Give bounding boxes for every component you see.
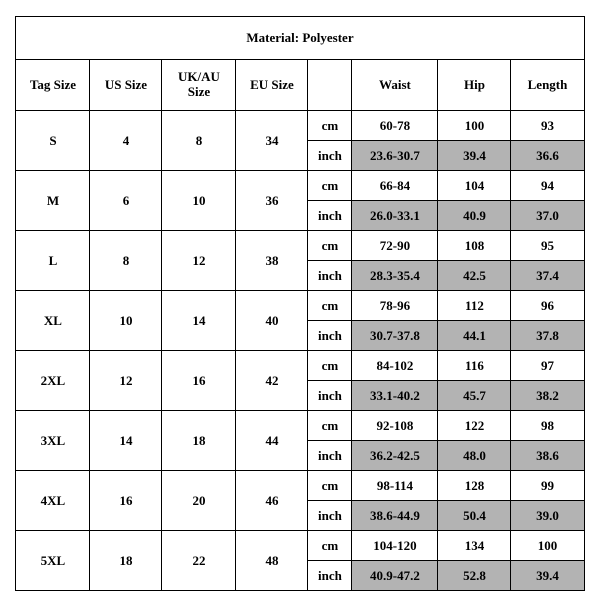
cell-waist-cm: 66-84 — [352, 171, 438, 201]
cell-length-cm: 100 — [511, 531, 584, 561]
cell-hip-cm: 128 — [438, 471, 511, 501]
cell-waist-cm: 92-108 — [352, 411, 438, 441]
cell-unit-inch: inch — [308, 321, 352, 351]
cell-eu-size: 34 — [236, 111, 308, 171]
cell-length-inch: 36.6 — [511, 141, 584, 171]
cell-hip-cm: 122 — [438, 411, 511, 441]
cell-waist-inch: 26.0-33.1 — [352, 201, 438, 231]
cell-hip-inch: 40.9 — [438, 201, 511, 231]
size-chart-table — [15, 16, 584, 591]
cell-hip-cm: 100 — [438, 111, 511, 141]
cell-unit-cm: cm — [308, 111, 352, 141]
header-uk-au-size — [162, 60, 236, 111]
cell-uk-au-size: 20 — [162, 471, 236, 531]
cell-waist-cm: 60-78 — [352, 111, 438, 141]
cell-unit-inch: inch — [308, 141, 352, 171]
table-row — [16, 111, 584, 141]
cell-unit-cm: cm — [308, 531, 352, 561]
cell-unit-inch: inch — [308, 561, 352, 591]
header-row — [16, 60, 584, 111]
header-length: Length — [511, 60, 584, 111]
cell-waist-inch: 36.2-42.5 — [352, 441, 438, 471]
cell-unit-cm: cm — [308, 471, 352, 501]
cell-length-cm: 93 — [511, 111, 584, 141]
cell-hip-inch: 45.7 — [438, 381, 511, 411]
cell-hip-inch: 48.0 — [438, 441, 511, 471]
header-hip: Hip — [438, 60, 511, 111]
table-row — [16, 231, 584, 261]
cell-us-size: 6 — [90, 171, 162, 231]
cell-length-cm: 95 — [511, 231, 584, 261]
cell-tag-size: 4XL — [16, 471, 90, 531]
table-row — [16, 531, 584, 561]
cell-length-cm: 94 — [511, 171, 584, 201]
cell-hip-cm: 112 — [438, 291, 511, 321]
table-row — [16, 411, 584, 441]
cell-tag-size: 2XL — [16, 351, 90, 411]
cell-waist-inch: 23.6-30.7 — [352, 141, 438, 171]
cell-length-cm: 96 — [511, 291, 584, 321]
cell-length-inch: 38.2 — [511, 381, 584, 411]
cell-uk-au-size: 18 — [162, 411, 236, 471]
cell-length-inch: 37.4 — [511, 261, 584, 291]
cell-us-size: 10 — [90, 291, 162, 351]
cell-eu-size: 40 — [236, 291, 308, 351]
cell-length-cm: 99 — [511, 471, 584, 501]
size-chart-sheet — [0, 16, 600, 616]
cell-uk-au-size: 22 — [162, 531, 236, 591]
cell-uk-au-size: 8 — [162, 111, 236, 171]
cell-unit-inch: inch — [308, 501, 352, 531]
cell-waist-cm: 78-96 — [352, 291, 438, 321]
header-unit — [308, 60, 352, 111]
cell-length-inch: 38.6 — [511, 441, 584, 471]
table-row — [16, 171, 584, 201]
cell-uk-au-size: 14 — [162, 291, 236, 351]
cell-eu-size: 44 — [236, 411, 308, 471]
cell-us-size: 16 — [90, 471, 162, 531]
cell-unit-cm: cm — [308, 291, 352, 321]
cell-uk-au-size: 10 — [162, 171, 236, 231]
cell-unit-cm: cm — [308, 231, 352, 261]
cell-hip-inch: 42.5 — [438, 261, 511, 291]
cell-waist-cm: 72-90 — [352, 231, 438, 261]
cell-hip-cm: 116 — [438, 351, 511, 381]
cell-tag-size: S — [16, 111, 90, 171]
cell-eu-size: 46 — [236, 471, 308, 531]
cell-waist-inch: 28.3-35.4 — [352, 261, 438, 291]
cell-hip-inch: 52.8 — [438, 561, 511, 591]
cell-waist-inch: 33.1-40.2 — [352, 381, 438, 411]
cell-hip-cm: 134 — [438, 531, 511, 561]
cell-hip-inch: 50.4 — [438, 501, 511, 531]
header-eu-size: EU Size — [236, 60, 308, 111]
cell-hip-inch: 44.1 — [438, 321, 511, 351]
table-row — [16, 471, 584, 501]
cell-uk-au-size: 16 — [162, 351, 236, 411]
cell-hip-inch: 39.4 — [438, 141, 511, 171]
cell-unit-inch: inch — [308, 441, 352, 471]
cell-unit-cm: cm — [308, 171, 352, 201]
header-uk-au-size-line1: UK/AU — [178, 69, 220, 85]
cell-waist-cm: 104-120 — [352, 531, 438, 561]
cell-eu-size: 36 — [236, 171, 308, 231]
cell-waist-cm: 84-102 — [352, 351, 438, 381]
cell-tag-size: M — [16, 171, 90, 231]
cell-unit-inch: inch — [308, 261, 352, 291]
cell-us-size: 8 — [90, 231, 162, 291]
cell-length-cm: 98 — [511, 411, 584, 441]
table-row — [16, 291, 584, 321]
title-row — [16, 17, 584, 60]
cell-us-size: 4 — [90, 111, 162, 171]
cell-us-size: 14 — [90, 411, 162, 471]
cell-length-inch: 39.0 — [511, 501, 584, 531]
cell-us-size: 18 — [90, 531, 162, 591]
header-tag-size: Tag Size — [16, 60, 90, 111]
cell-tag-size: L — [16, 231, 90, 291]
header-waist: Waist — [352, 60, 438, 111]
cell-tag-size: 5XL — [16, 531, 90, 591]
cell-tag-size: 3XL — [16, 411, 90, 471]
header-uk-au-size-line2: Size — [187, 84, 211, 99]
cell-length-cm: 97 — [511, 351, 584, 381]
cell-length-inch: 39.4 — [511, 561, 584, 591]
cell-tag-size: XL — [16, 291, 90, 351]
cell-waist-cm: 98-114 — [352, 471, 438, 501]
cell-unit-inch: inch — [308, 381, 352, 411]
cell-waist-inch: 38.6-44.9 — [352, 501, 438, 531]
cell-us-size: 12 — [90, 351, 162, 411]
table-row — [16, 351, 584, 381]
page-title: Material: Polyester — [16, 17, 584, 60]
cell-unit-cm: cm — [308, 411, 352, 441]
cell-hip-cm: 104 — [438, 171, 511, 201]
cell-eu-size: 38 — [236, 231, 308, 291]
cell-unit-cm: cm — [308, 351, 352, 381]
cell-eu-size: 42 — [236, 351, 308, 411]
cell-length-inch: 37.0 — [511, 201, 584, 231]
cell-unit-inch: inch — [308, 201, 352, 231]
cell-length-inch: 37.8 — [511, 321, 584, 351]
cell-uk-au-size: 12 — [162, 231, 236, 291]
cell-waist-inch: 40.9-47.2 — [352, 561, 438, 591]
cell-waist-inch: 30.7-37.8 — [352, 321, 438, 351]
cell-hip-cm: 108 — [438, 231, 511, 261]
cell-eu-size: 48 — [236, 531, 308, 591]
header-us-size: US Size — [90, 60, 162, 111]
